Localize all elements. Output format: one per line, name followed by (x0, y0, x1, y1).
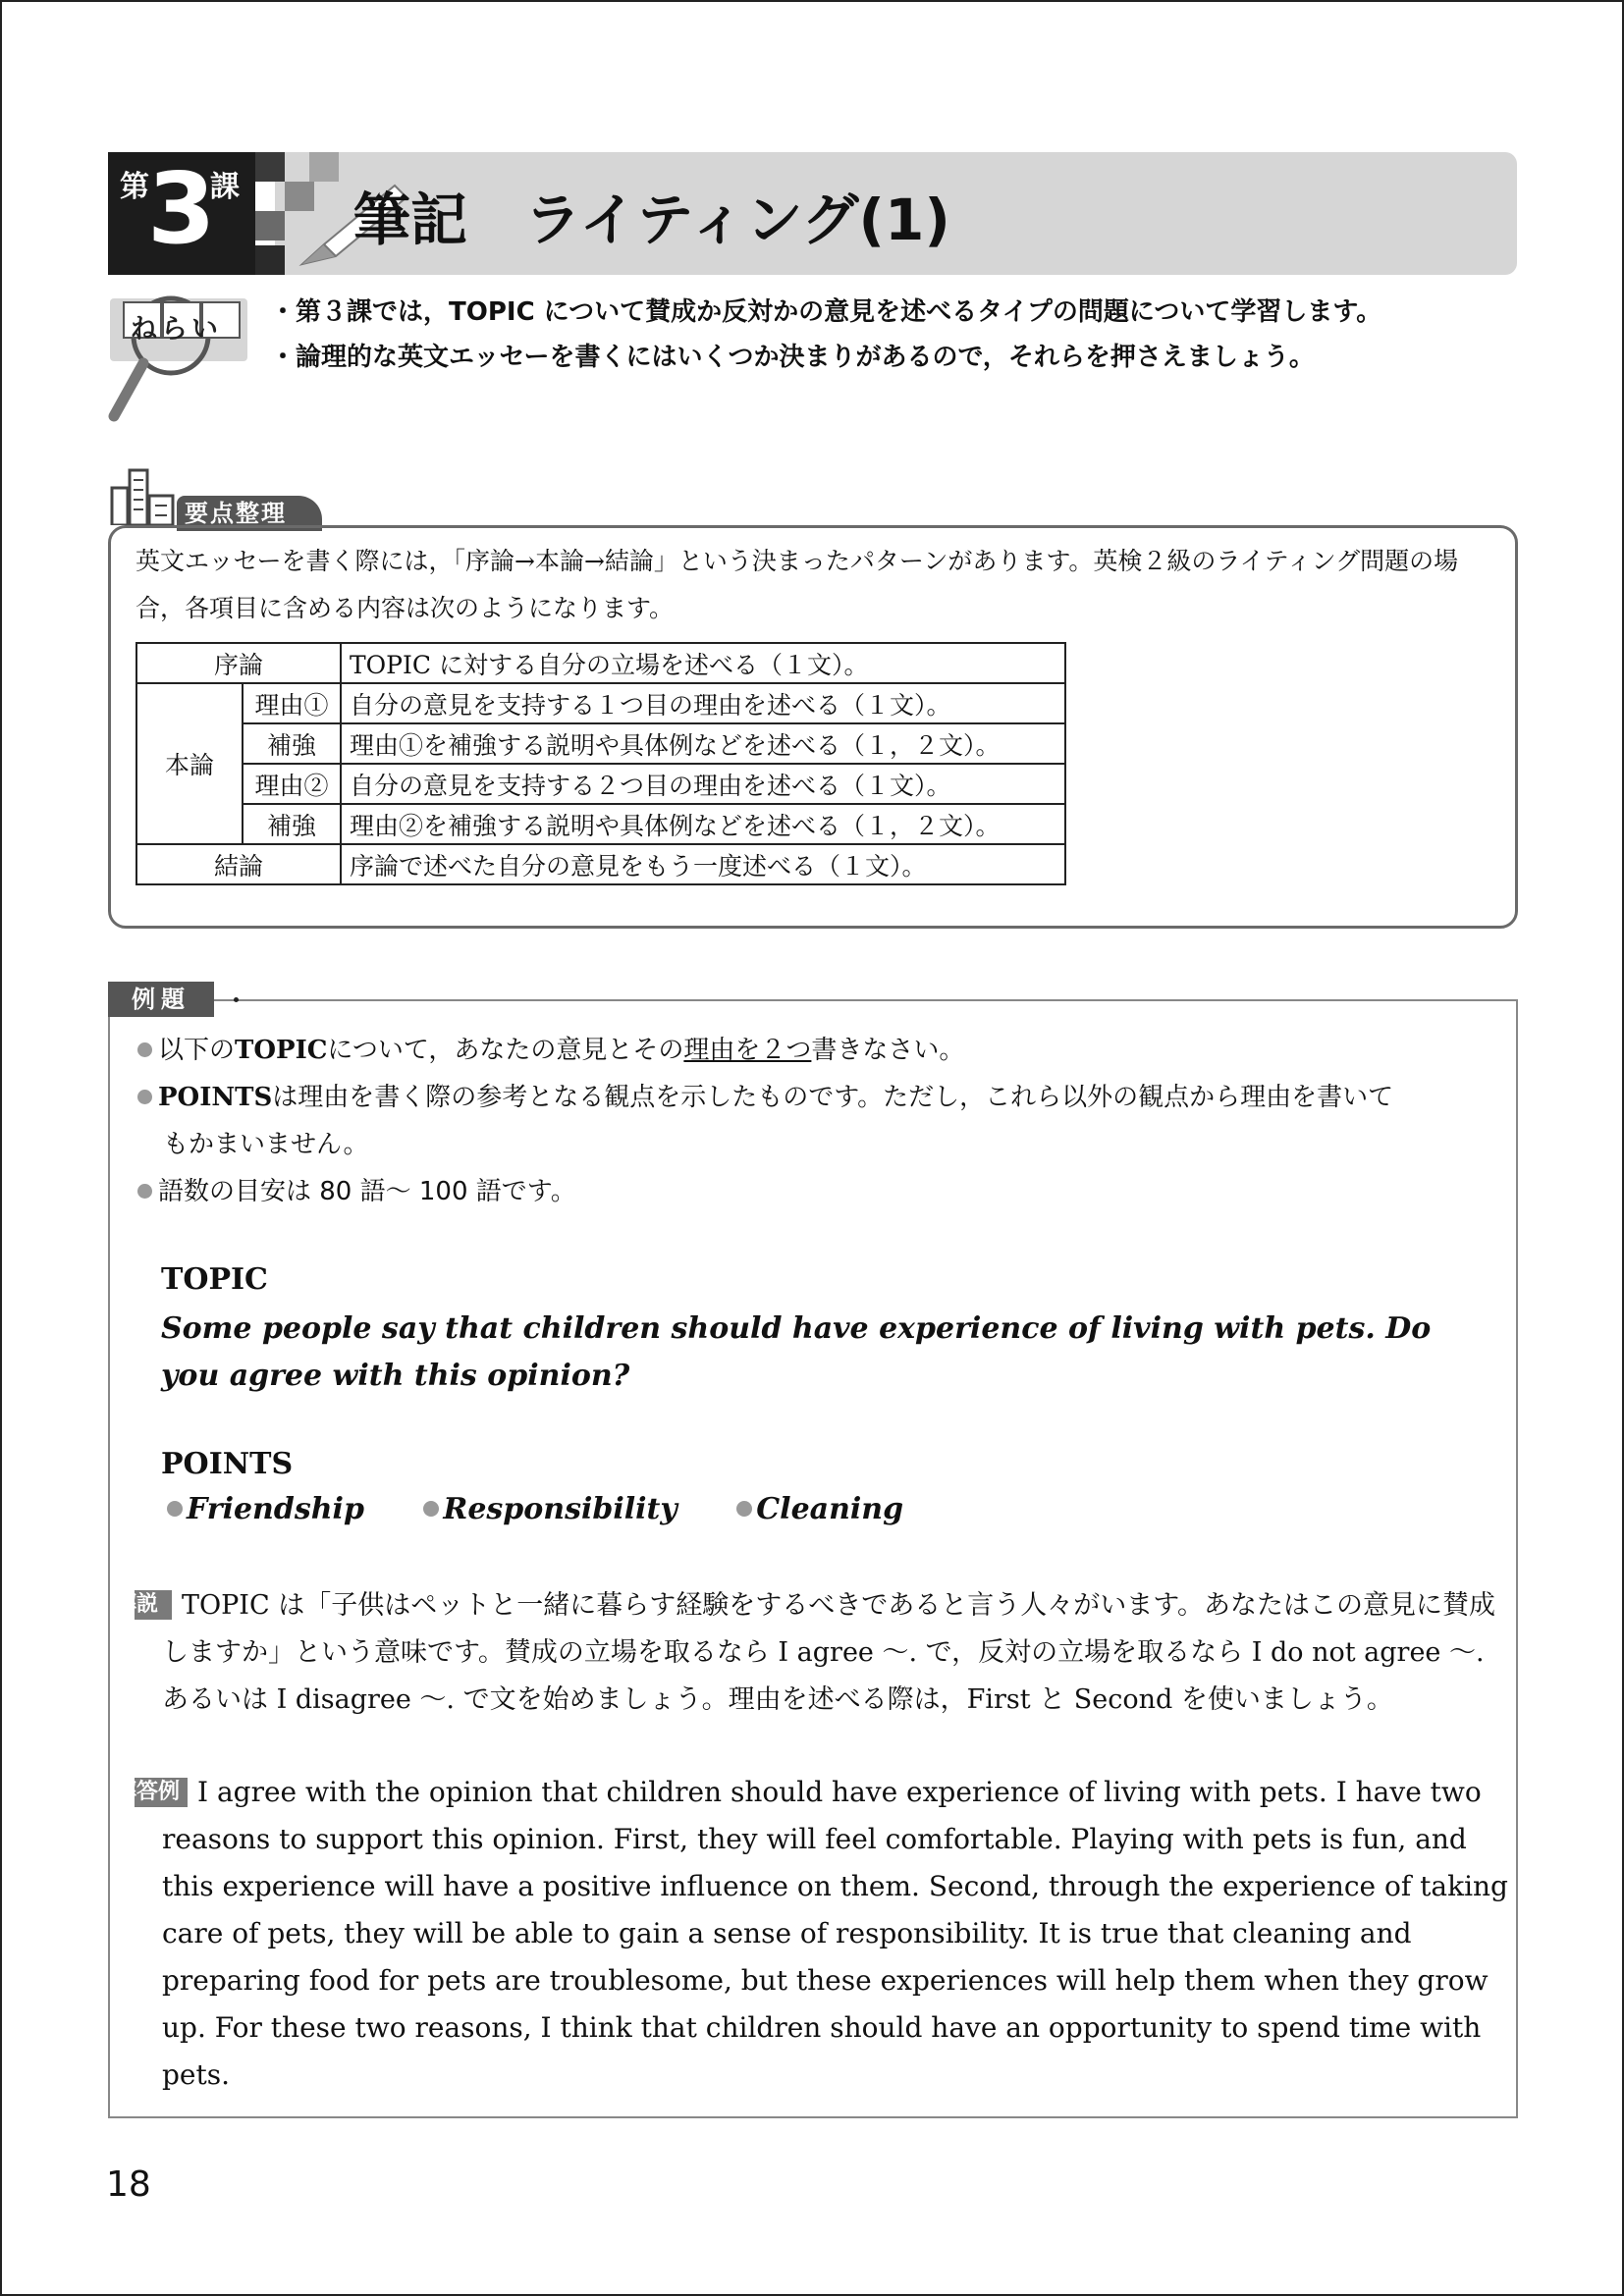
table-row (136, 804, 1065, 844)
lesson-prefix: 第 (120, 170, 149, 204)
instruction-text: について，あなたの意見とその (327, 1036, 684, 1065)
points-heading: POINTS (161, 1447, 294, 1481)
instruction-3 (137, 1168, 576, 1215)
aim-item: ・論理的な英文エッセーを書くにはいくつか決まりがあるので，それらを押さえましょう。 (270, 343, 1315, 372)
point-text: Responsibility (443, 1492, 677, 1526)
point-item (736, 1492, 903, 1526)
answer-text: I agree with the opinion that children should have experience of living with pets. I have two reasons to support this opinion. First, they will feel comfortable. Playing with pets is fun, and this experience will have a positive influence on them. Second, through the experience of taking care of pets, they will be able to gain a sense of responsibility. It is true that cleaning and preparing food for pets are troublesome, but these experiences will help them when they grow up. For these two reasons, I think that children should have an opportunity to spend time with pets. (162, 1776, 1508, 2091)
table-cell: 補強 (243, 804, 341, 844)
checker-square (255, 152, 285, 182)
answer-label: 解答例 (135, 1778, 188, 1807)
table-cell: 理由②を補強する説明や具体例などを述べる（１，２文）。 (341, 804, 1065, 844)
table-cell: 自分の意見を支持する２つ目の理由を述べる（１文）。 (341, 764, 1065, 804)
key-points-intro: 英文エッセーを書く際には，「序論→本論→結論」という決まったパターンがあります。英検２級のライティング問題の場合，各項目に含める内容は次のようになります。 (135, 547, 1459, 622)
example-label: 例題 (108, 982, 214, 1017)
instruction-underline: 理由を２つ (683, 1036, 812, 1065)
building-icon (108, 466, 177, 525)
checker-square (255, 245, 285, 275)
instruction-1 (137, 1027, 964, 1074)
table-row (136, 723, 1065, 764)
instruction-text: もかまいません。 (163, 1130, 369, 1159)
bullet-icon (167, 1501, 183, 1517)
lesson-header (108, 152, 1517, 275)
point-text: Cleaning (756, 1492, 904, 1526)
answer-paragraph (115, 1769, 1519, 2099)
instruction-bold: TOPIC (235, 1036, 328, 1065)
aims-list (270, 293, 1381, 383)
point-text: Friendship (187, 1492, 364, 1526)
essay-structure-table (135, 642, 1066, 885)
table-row (136, 764, 1065, 804)
table-cell: 理由② (243, 764, 341, 804)
explanation-label: 解説 (135, 1590, 172, 1620)
bullet-icon (137, 1184, 152, 1199)
explanation-paragraph (115, 1582, 1519, 1724)
decorative-dot (234, 997, 239, 1002)
aim-item: ・第３課では，TOPIC について賛成か反対かの意見を述べるタイプの問題について学習します。 (270, 297, 1382, 327)
table-row (136, 643, 1065, 683)
bullet-icon (423, 1501, 439, 1517)
points-list (167, 1492, 952, 1526)
table-cell: 序論 (136, 643, 341, 683)
table-row (136, 683, 1065, 723)
lesson-suffix: 課 (210, 170, 240, 204)
table-cell: TOPIC に対する自分の立場を述べる（１文）。 (341, 643, 1065, 683)
table-cell: 本論 (136, 683, 243, 844)
checker-square (309, 152, 339, 182)
aims-label: ねらい (131, 314, 222, 345)
table-row (136, 844, 1065, 884)
point-item (167, 1492, 364, 1526)
table-cell: 結論 (136, 844, 341, 884)
lesson-badge (108, 152, 255, 275)
key-points-label: 要点整理 (177, 496, 322, 531)
page-number: 18 (106, 2164, 151, 2205)
bullet-icon (137, 1042, 152, 1057)
point-item (423, 1492, 677, 1526)
table-cell: 理由① (243, 683, 341, 723)
topic-heading: TOPIC (161, 1262, 268, 1297)
bullet-icon (137, 1090, 152, 1104)
explanation-text: TOPIC は「子供はペットと一緒に暮らす経験をするべきであると言う人々がいます。あなたはこの意見に賛成しますか」という意味です。賛成の立場を取るなら I agree ～. で，反対の立場を取るなら I do not agree ～. あるいは I disagree ～. で文を始めましょう。理由を述べる際は，First と Second を使いましょう。 (162, 1590, 1496, 1715)
instruction-bold: POINTS (158, 1083, 273, 1112)
page-title: 筆記 ライティング(1) (353, 187, 950, 253)
instruction-text: 語数の目安は 80 語～ 100 語です。 (158, 1177, 576, 1206)
checker-square (255, 211, 285, 240)
table-cell: 自分の意見を支持する１つ目の理由を述べる（１文）。 (341, 683, 1065, 723)
table-cell: 序論で述べた自分の意見をもう一度述べる（１文）。 (341, 844, 1065, 884)
instruction-text: 以下の (158, 1036, 236, 1065)
topic-text: Some people say that children should have experience of living with pets. Do you agree with this opinion? (161, 1311, 1432, 1393)
instruction-2 (137, 1074, 1393, 1168)
table-cell: 理由①を補強する説明や具体例などを述べる（１，２文）。 (341, 723, 1065, 764)
table-cell: 補強 (243, 723, 341, 764)
lesson-number: 3 (147, 151, 216, 266)
bullet-icon (736, 1501, 752, 1517)
instruction-text: は理由を書く際の参考となる観点を示したものです。ただし，これら以外の観点から理由を書いて (272, 1083, 1394, 1112)
instruction-text: 書きなさい。 (811, 1036, 965, 1065)
